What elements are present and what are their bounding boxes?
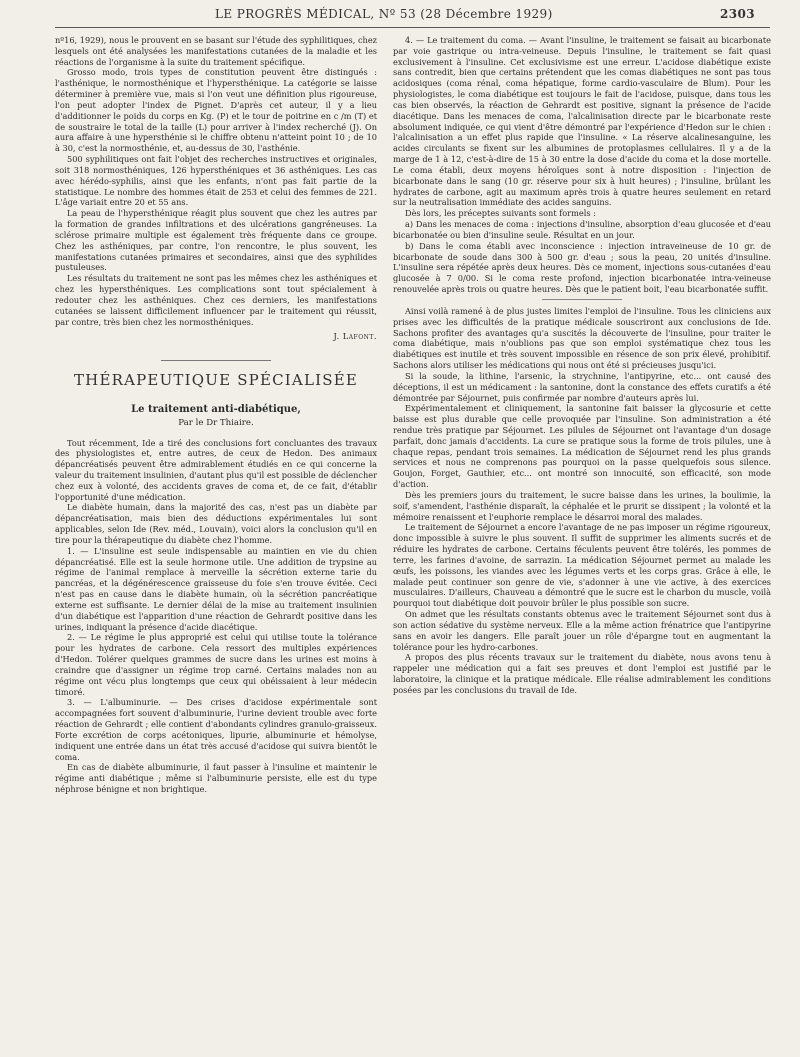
article-author: Par le Dr Thiaire. <box>178 418 254 429</box>
paragraph: 3. — L'albuminurie. — Des crises d'acidose expérimentale sont accompagnées fort souvent d'albuminurie, l'urine devient trouble avec forte réaction de Gehrardt ; elle contient d'abondants cylindres granulo-graisseux. Forte excrétion de corps acétoniques, lipurie, albuminurie et hémolyse, indiquent une entrée dans un état très accusé d'acidose qui suivra bientôt le coma. <box>55 697 377 762</box>
running-header <box>0 0 800 30</box>
running-title: LE PROGRÈS MÉDICAL, Nº 53 (28 Décembre 1929) <box>215 7 553 21</box>
header-rule <box>55 27 770 28</box>
paragraph: Ainsi voilà ramené à de plus justes limites l'emploi de l'insuline. Tous les cliniciens aux prises avec les difficultés de la pratique médicale souscriront aux conclusions de Ide. Sachons profiter des avantages qu'a suscités la découverte de l'insuline, pour traiter le coma diabétique, mais n'oublions pas que son emploi systématique chez tous les diabétiques est inutile et très souvent impossible en résence de son prix élevé, prohibitif. Sachons alors utiliser les médications qui nous ont été si précieuses jusqu'ici. <box>393 305 771 371</box>
paragraph: 2. — Le régime le plus approprié est celui qui utilise toute la tolérance pour les hydrates de carbone. Cela ressort des multiples expériences d'Hedon. Tolérer quelques grammes de sucre dans les urines est moins à craindre que d'assigner un régime trop carné. Certains malades non au régime ont vécu plus longtemps que ceux qui obéissaient à leur médecin timoré. <box>55 632 377 697</box>
paragraph: a) Dans les menaces de coma : injections d'insuline, absorption d'eau glucosée et d'eau bicarbonatée ou bien d'insuline seule. Résultat en un jour. <box>393 219 771 240</box>
paragraph: Les résultats du traitement ne sont pas les mêmes chez les asthéniques et chez les hypersthéniques. Les complications sont tout spécialement à redouter chez les asthéniques. Chez ces derniers, les manifestations cutanées se laissent difficilement influencer par le traitement qui réussit, par contre, très bien chez les normosthéniques. <box>55 273 377 327</box>
page-number: 2303 <box>720 7 755 21</box>
author-signature: J. Lafont. <box>333 331 377 342</box>
paragraph: Grosso modo, trois types de constitution peuvent être distingués : l'asthénique, le normosthénique et l'hypersthénique. La catégorie se laisse déterminer à première vue, mais si l'on veut une définition plus rigoureuse, l'on peut adopter l'index de Pignet. D'après cet auteur, il y a lieu d'additionner le poids du corps en Kg. (P) et le tour de poitrine en c /m (T) et de soustraire le total de la taille (L) pour arriver à l'index recherché (J). On aura affaire à une hypersthénie si le chiffre obtenu n'atteint point 10 ; de 10 à 30, c'est la normosthénie, et, au-dessus de 30, l'asthénie. <box>55 67 377 154</box>
paragraph: Dès les premiers jours du traitement, le sucre baisse dans les urines, la boulimie, la soif, s'amendent, l'asthénie disparaît, la céphalée et le prurit se dissipent ; la volonté et la mémoire renaissent et l'euphorie remplace le désarroi moral des malades. <box>393 489 771 522</box>
paragraph: b) Dans le coma établi avec inconscience : injection intraveineuse de 10 gr. de bicarbonate de soude dans 300 à 500 gr. d'eau ; sous la peau, 20 unités d'insuline. L'insuline sera répétée après deux heures. Dès ce moment, injections sous-cutanées d'eau glucosée à 7 0/00. Si le coma reste profond, injection bicarbonatée intra-veineuse renouvelée après trois ou quatre heures. Dès que le patient boit, l'eau bicarbonatée suffit. <box>393 240 771 295</box>
paragraph: Le diabète humain, dans la majorité des cas, n'est pas un diabète par dépancréatisation, mais bien des déductions expérimentales lui sont applicables, selon Ide (Rev. méd., Louvain), voici alors la conclusion qu'il en tire pour la thérapeutique du diabète chez l'homme. <box>55 502 377 545</box>
section-divider <box>161 360 271 361</box>
paragraph-divider <box>542 299 622 300</box>
paragraph: 500 syphilitiques ont fait l'objet des recherches instructives et originales, soit 318 normosthéniques, 126 hypersthéniques et 36 asthéniques. Les cas avec hérédo-syphilis, ainsi que les enfants, n'ont pas fait partie de la statistique. Le nombre des hommes était de 253 et celui des femmes de 221. L'âge variait entre 20 et 55 ans. <box>55 154 377 208</box>
paragraph: Dès lors, les préceptes suivants sont formels : <box>405 208 596 219</box>
article-title: Le traitement anti-diabétique, <box>131 403 301 415</box>
paragraph: 4. — Le traitement du coma. — Avant l'insuline, le traitement se faisait au bicarbonate par voie gastrique ou intra-veineuse. Depuis l'insuline, le traitement se fait quasi exclusivement à l'insuline. Cet exclusivisme est une erreur. L'acidose diabétique existe sans contredit, bien que certains prétendent que les comas diabétiques ne sont pas tous acidosiques (coma rénal, coma hépatique, forme cardio-vasculaire de Blum). Pour les physiologistes, le coma diabétique est toujours le fait de l'acidose, puisque, dans tous les cas bien observés, la réaction de Gehrardt est positive, signant la présence de l'acide diacétique. Dans les menaces de coma, l'alcalinisation directe par le bicarbonate reste absolument indiquée, ce qui vient d'être démontré par l'expérience d'Hedon sur le chien : l'alcalinisation a un effet plus rapide que l'insuline. « La réserve alcalinesanguine, les acides circulants se fixent sur les albumines de protoplasmes cellulaires. Il y a de la marge de 1 à 12, c'est-à-dire de 15 à 30 entre la dose d'acide du coma et la dose mortelle. Le coma établi, deux moyens héroïques sont à notre disposition : l'injection de bicarbonate dans le sang (10 gr. réserve pour six à huit heures) ; l'insuline, brûlant les hydrates de carbone, agit au maximum après trois à quatre heures seulement en retard sur la neutralisation immédiate des acides sanguins. <box>393 35 771 208</box>
paragraph: 1. — L'insuline est seule indispensable au maintien en vie du chien dépancréatisé. Elle est la seule hormone utile. Une addition de trypsine au régime de l'animal remplace à merveille la sécrétion externe tarie du pancréas, et la dégénérescence graisseuse du foie s'en trouve évitée. Ceci n'est pas en cause dans le diabète humain, où la sécrétion pancréatique externe est suffisante. Le dernier délai de la mise au traitement insulinien d'un diabétique est l'apparition d'une réaction de Gehrardt positive dans les urines, indiquant la présence d'acide diacétique. <box>55 545 377 632</box>
left-column <box>55 35 377 795</box>
paragraph: On admet que les résultats constants obtenus avec le traitement Séjournet sont dus à son action sédative du système nerveux. Elle a la même action frénatrice que l'antipyrine sans en avoir les dangers. Elle paraît jouer un rôle d'épargne tout en augmentant la tolérance pour les hydro-carbones. <box>393 609 771 652</box>
section-title: THÉRAPEUTIQUE SPÉCIALISÉE <box>73 371 359 390</box>
right-column <box>393 35 771 696</box>
paragraph: Tout récemment, Ide a tiré des conclusions fort concluantes des travaux des physiologistes et, entre autres, de ceux de Hedon. Des animaux dépancréatisés peuvent être admirablement étudiés en ce qui concerne la valeur du traitement insulinien, d'autant plus qu'il est possible de déclencher chez eux à volonté, des accidents graves de coma et, de ce fait, d'établir l'opportunité d'une médication. <box>55 437 377 502</box>
paragraph: Expérimentalement et cliniquement, la santonine fait baisser la glycosurie et cette baisse est plus durable que celle provoquée par l'insuline. Son administration a été rendue très pratique par Séjournet. Les pilules de Séjournet ont l'avantage d'un dosage parfait, donc jamais d'accidents. La cure se pratique sous la forme de trois pilules, une à chaque repas, pendant trois semaines. La médication de Séjournet rend les plus grands services et nous ne comprenons pas pourquoi on la passe quelquefois sous silence. Goujon, Forget, Gauthier, etc... ont montré son innocuité, son efficacité, son mode d'action. <box>393 403 771 490</box>
paragraph: Si la soude, la lithine, l'arsenic, la strychnine, l'antipyrine, etc... ont causé des déceptions, il est un médicament : la santonine, dont la constance des effets curatifs a été démontrée par Séjournet, puis confirmée par nombre d'auteurs après lui. <box>393 370 771 403</box>
paragraph: nº16, 1929), nous le prouvent en se basant sur l'étude des syphilitiques, chez lesquels ont été analysées les manifestations cutanées de la maladie et les réactions de l'organisme à la suite du traitement spécifique. <box>55 35 377 67</box>
paragraph: En cas de diabète albuminurie, il faut passer à l'insuline et maintenir le régime anti diabétique ; même si l'albuminurie persiste, elle est du type néphrose bénigne et non brightique. <box>55 762 377 795</box>
paragraph: La peau de l'hypersthénique réagit plus souvent que chez les autres par la formation de grandes infiltrations et des ulcérations gangréneuses. La sclérose primaire multiple est également très fréquente dans ce groupe. Chez les asthéniques, par contre, l'on rencontre, le plus souvent, les manifestations cutanées primaires et secondaires, ainsi que des syphilides pustuleuses. <box>55 208 377 273</box>
paragraph: Le traitement de Séjournet a encore l'avantage de ne pas imposer un régime rigoureux, donc impossible à suivre le plus souvent. Il suffit de supprimer les aliments sucrés et de réduire les hydrates de carbone. Certains féculents peuvent être tolérés, les pommes de terre, les farines d'avoine, de sarrazin. La médication Séjournet permet au malade les œufs, les poissons, les viandes avec les légumes verts et les corps gras. Grâce à elle, le malade peut continuer son genre de vie, s'adonner à une vie active, à des exercices musculaires. D'ailleurs, Chauveau a démontré que le sucre est le charbon du muscle, voilà pourquoi tout diabétique doit pouvoir brûler le plus possible son sucre. <box>393 522 771 609</box>
paragraph: A propos des plus récents travaux sur le traitement du diabète, nous avons tenu à rappeler une médication qui a fait ses preuves et dont l'emploi est justifié par le laboratoire, la clinique et la pratique médicale. Elle réalise admirablement les conditions posées par les conclusions du travail de Ide. <box>393 652 771 695</box>
